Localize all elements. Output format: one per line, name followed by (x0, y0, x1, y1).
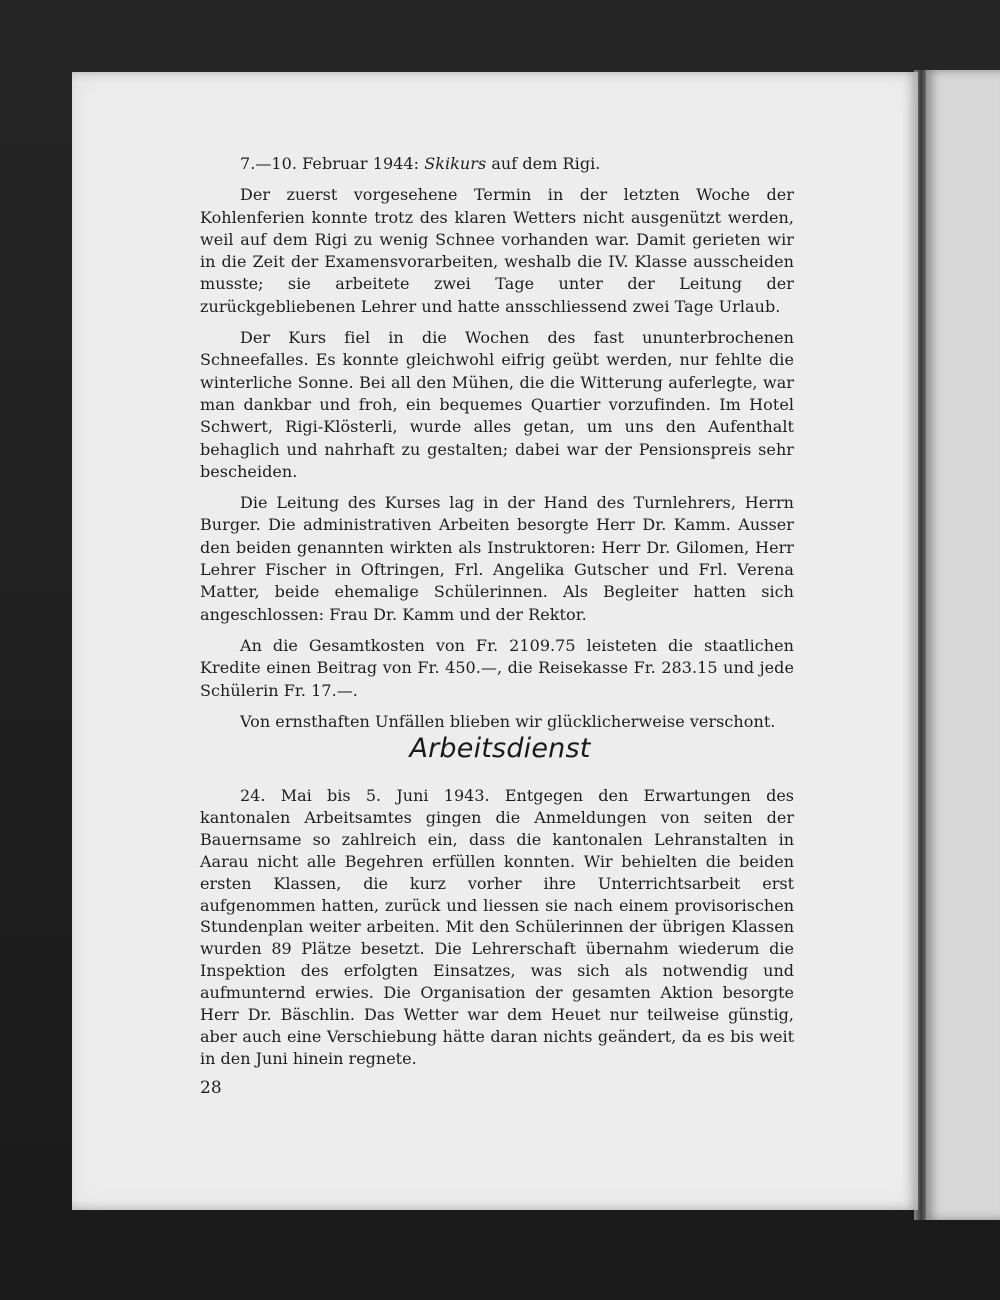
arbeitsdienst-heading: Arbeitsdienst (409, 733, 591, 764)
skikurs-paragraph-4: An die Gesamtkosten von Fr. 2109.75 leisteten die staatlichen Kredite einen Beitrag von Fr. 450.—, die Reisekasse Fr. 283.15 und jede Schülerin Fr. 17.—. (200, 635, 794, 700)
skikurs-paragraph-2: Der Kurs fiel in die Wochen des fast ununterbrochenen Schneefalles. Es konnte gleichwohl eifrig geübt werden, nur fehlte die winterliche Sonne. Bei all den Mühen, die die Witterung auferlegte, war man dankbar und froh, ein bequemes Quartier vorzufinden. Im Hotel Schwert, Rigi-Klösterli, wurde alles getan, um uns den Aufenthalt behaglich und nahrhaft zu gestalten; dabei war der Pensionspreis sehr bescheiden. (200, 328, 794, 481)
skikurs-title: Skikurs (424, 154, 487, 173)
arbeitsdienst-paragraph: 24. Mai bis 5. Juni 1943. Entgegen den Erwartungen des kantonalen Arbeitsamtes gingen die Anmeldungen von seiten der Bauernsame so zahlreich ein, dass die kantonalen Lehranstalten in Aarau nicht alle Begehren erfüllen konnten. Wir behielten die beiden ersten Klassen, die kurz vorher ihre Unterrichtsarbeit erst aufgenommen hatten, zurück und liessen sie nach einem provisorischen Stundenplan weiter arbeiten. Mit den Schülerinnen der übrigen Klassen wurden 89 Plätze besetzt. Die Lehrerschaft übernahm wiederum die Inspektion des erfolgten Einsatzes, was sich als notwendig und aufmunternd erwies. Die Organisation der gesamten Aktion besorgte Herr Dr. Bäschlin. Das Wetter war dem Heuet nur teilweise günstig, aber auch eine Verschiebung hätte daran nichts geändert, da es bis weit in den Juni hinein regnete. (200, 786, 794, 1068)
skikurs-heading (200, 153, 794, 175)
skikurs-paragraph-5: Von ernsthaften Unfällen blieben wir glücklicherweise verschont. (240, 711, 776, 731)
skikurs-date: 7.—10. Februar 1944: (240, 154, 425, 173)
skikurs-paragraph-3: Die Leitung des Kurses lag in der Hand des Turnlehrers, Herrn Burger. Die administrativen Arbeiten besorgte Herr Dr. Kamm. Ausser den beiden genannten wirkten als Instruktoren: Herr Dr. Gilomen, Herr Lehrer Fischer in Oftringen, Frl. Angelika Gutscher und Frl. Verena Matter, beide ehemalige Schülerinnen. Als Begleiter hatten sich angeschlossen: Frau Dr. Kamm und der Rektor. (200, 493, 794, 624)
skikurs-section (200, 153, 794, 742)
skikurs-paragraph-1: Der zuerst vorgesehene Termin in der letzten Woche der Kohlenferien konnte trotz des klaren Wetters nicht ausgenützt werden, weil auf dem Rigi zu wenig Schnee vorhanden war. Damit gerieten wir in die Zeit der Examensvorarbeiten, weshalb die IV. Klasse ausscheiden musste; sie arbeitete zwei Tage unter der Leitung der zurückgebliebenen Lehrer und hatte ansschliessend zwei Tage Urlaub. (200, 185, 794, 316)
adjacent-page-edge (924, 70, 1000, 1220)
page-number: 28 (200, 1078, 222, 1098)
arbeitsdienst-section (200, 785, 794, 1070)
skikurs-title-suffix: auf dem Rigi. (486, 154, 601, 173)
